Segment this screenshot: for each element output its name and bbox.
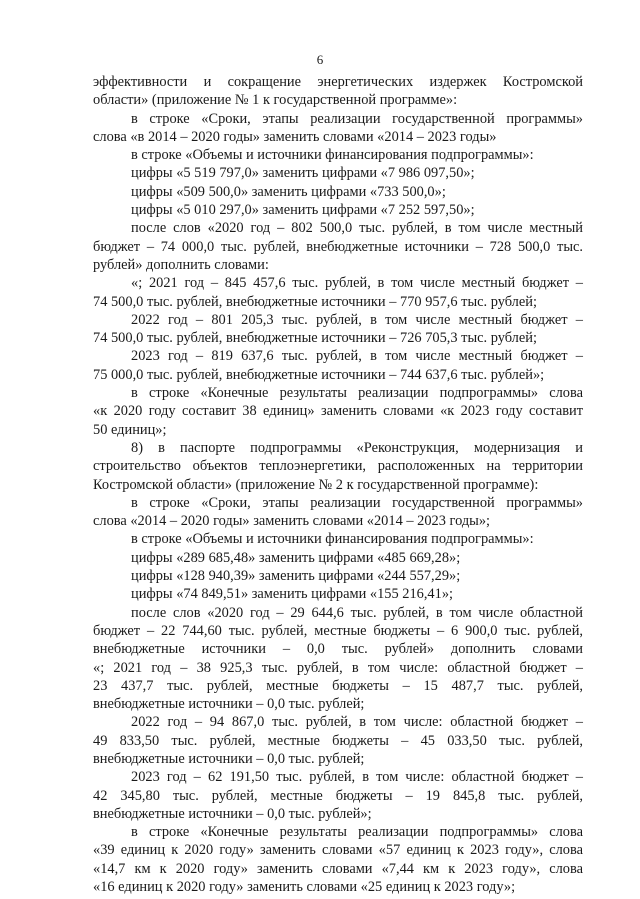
text-line: 2023 год – 819 637,6 тыс. рублей, в том числе местный бюджет – <box>131 348 583 365</box>
text-line: бюджет – 74 000,0 тыс. рублей, внебюджетные источники – 728 500,0 тыс. <box>93 238 583 255</box>
text-line: цифры «74 849,51» заменить цифрами «155 216,41»; <box>131 586 454 603</box>
text-line: «14,7 км к 2020 году» заменить словами «7,44 км к 2023 году», слова <box>93 860 583 877</box>
text-line: «к 2020 году составит 38 единиц» заменить словами «к 2023 году составит <box>93 403 583 420</box>
text-line: цифры «509 500,0» заменить цифрами «733 500,0»; <box>131 183 446 200</box>
text-line: бюджет – 22 744,60 тыс. рублей, местные бюджеты – 6 900,0 тыс. рублей, <box>93 622 583 639</box>
text-line: Костромской области» (приложение № 2 к государственной программе): <box>93 476 539 493</box>
text-line: 49 833,50 тыс. рублей, местные бюджеты – 45 033,50 тыс. рублей, <box>93 732 583 749</box>
text-line: 42 345,80 тыс. рублей, местные бюджеты – 19 845,8 тыс. рублей, <box>93 787 583 804</box>
text-line: рублей» дополнить словами: <box>93 256 269 273</box>
text-line: в строке «Объемы и источники финансирования подпрограммы»: <box>131 147 534 164</box>
document-body <box>93 73 583 896</box>
text-line: «16 единиц к 2020 году» заменить словами «25 единиц к 2023 году»; <box>93 879 516 896</box>
text-line: 2023 год – 62 191,50 тыс. рублей, в том числе: областной бюджет – <box>131 769 583 786</box>
text-line: 2022 год – 801 205,3 тыс. рублей, в том числе местный бюджет – <box>131 311 583 328</box>
text-line: в строке «Сроки, этапы реализации государственной программы» <box>131 110 583 127</box>
text-line: области» (приложение № 1 к государственной программе»: <box>93 92 458 109</box>
text-line: «; 2021 год – 38 925,3 тыс. рублей, в том числе: областной бюджет – <box>93 659 583 676</box>
text-line: слова «в 2014 – 2020 годы» заменить словами «2014 – 2023 годы» <box>93 128 497 145</box>
text-line: 8) в паспорте подпрограммы «Реконструкция, модернизация и <box>131 439 583 456</box>
text-line: после слов «2020 год – 29 644,6 тыс. рублей, в том числе областной <box>131 604 583 621</box>
text-line: цифры «128 940,39» заменить цифрами «244 557,29»; <box>131 568 461 585</box>
text-line: строительство объектов теплоэнергетики, расположенных на территории <box>93 458 583 475</box>
text-line: внебюджетные источники – 0,0 тыс. рублей; <box>93 696 365 713</box>
text-line: после слов «2020 год – 802 500,0 тыс. рублей, в том числе местный <box>131 220 583 237</box>
text-line: 75 000,0 тыс. рублей, внебюджетные источники – 744 637,6 тыс. рублей»; <box>93 366 545 383</box>
text-line: цифры «289 685,48» заменить цифрами «485 669,28»; <box>131 549 461 566</box>
text-line: 74 500,0 тыс. рублей, внебюджетные источники – 770 957,6 тыс. рублей; <box>93 293 537 310</box>
text-line: эффективности и сокращение энергетических издержек Костромской <box>93 74 583 90</box>
text-line: 74 500,0 тыс. рублей, внебюджетные источники – 726 705,3 тыс. рублей; <box>93 330 537 347</box>
text-line: «39 единиц к 2020 году» заменить словами «57 единиц к 2023 году», слова <box>93 842 583 859</box>
text-line: цифры «5 519 797,0» заменить цифрами «7 986 097,50»; <box>131 165 475 182</box>
text-line: слова «2014 – 2020 годы» заменить словами «2014 – 2023 годы»; <box>93 513 491 530</box>
page-number: 6 <box>316 52 324 67</box>
text-line: внебюджетные источники – 0,0 тыс. рублей»; <box>93 805 372 822</box>
text-line: «; 2021 год – 845 457,6 тыс. рублей, в том числе местный бюджет – <box>131 275 583 292</box>
text-line: в строке «Сроки, этапы реализации государственной программы» <box>131 494 583 511</box>
text-line: цифры «5 010 297,0» заменить цифрами «7 252 597,50»; <box>131 202 475 219</box>
text-line: внебюджетные источники – 0,0 тыс. рублей; <box>93 750 365 767</box>
text-line: 50 единиц»; <box>93 421 167 438</box>
text-line: 2022 год – 94 867,0 тыс. рублей, в том числе: областной бюджет – <box>131 714 583 731</box>
text-line: внебюджетные источники – 0,0 тыс. рублей» дополнить словами <box>93 641 583 658</box>
text-line: в строке «Объемы и источники финансирования подпрограммы»: <box>131 531 534 548</box>
text-line: 23 437,7 тыс. рублей, местные бюджеты – 15 487,7 тыс. рублей, <box>93 677 583 694</box>
text-line: в строке «Конечные результаты реализации подпрограммы» слова <box>131 385 583 402</box>
text-line: в строке «Конечные результаты реализации подпрограммы» слова <box>131 824 583 841</box>
